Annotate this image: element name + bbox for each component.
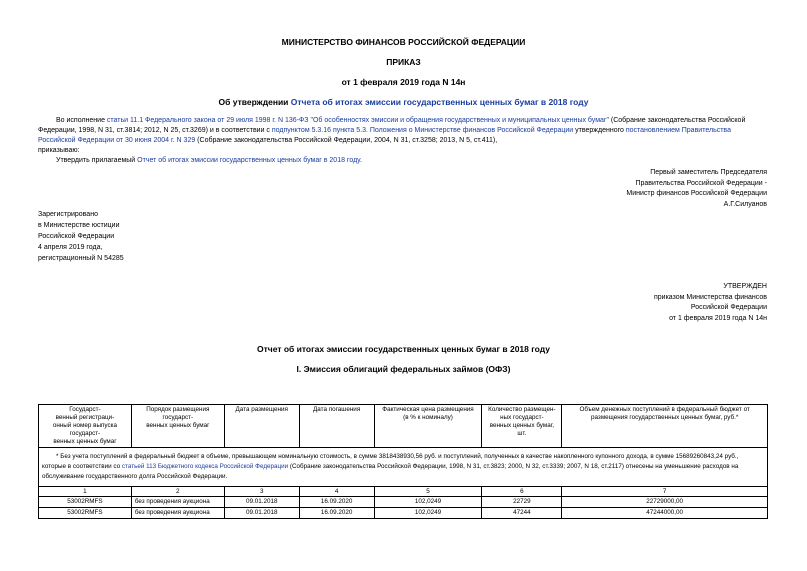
signature-line-3: Министр финансов Российской Федерации xyxy=(626,190,767,197)
quantity-cell: 22729 xyxy=(482,497,562,508)
price-cell: 102,0249 xyxy=(374,497,482,508)
footnote-mark: * xyxy=(56,453,59,460)
emission-table xyxy=(38,404,768,519)
header-cell: Дата погашения xyxy=(299,405,374,448)
proceeds-cell: 47244000,00 xyxy=(562,508,768,519)
law-article-link[interactable]: статьи 11.1 Федерального закона от 29 июля 1998 г. N 136-ФЗ "Об особенностях эмиссии и обращения государственных и муниципальных ценных бумаг" xyxy=(106,117,609,124)
header-cell: Дата размещения xyxy=(224,405,299,448)
header-cell: Государст- венный регистраци- онный номер выпуска государст- венных ценных бумаг xyxy=(39,405,132,448)
table-note-row xyxy=(39,448,768,487)
registration-line-2: в Министерстве юстиции xyxy=(38,222,120,229)
maturity-date-cell: 16.09.2020 xyxy=(299,497,374,508)
approved-line-2: приказом Министерства финансов xyxy=(653,293,767,301)
column-number: 6 xyxy=(482,487,562,497)
reg-number-cell: 53002RMFS xyxy=(39,497,132,508)
placement-method-cell: без проведения аукциона xyxy=(131,497,224,508)
placement-date-cell: 09.01.2018 xyxy=(224,508,299,519)
doc-title-prefix: Об утверждении xyxy=(218,97,291,107)
signature-line-2: Правительства Российской Федерации - xyxy=(635,179,767,187)
column-number: 4 xyxy=(299,487,374,497)
approved-line-4: от 1 февраля 2019 года N 14н xyxy=(669,314,767,322)
registration-line-1: Зарегистрировано xyxy=(38,211,98,218)
doc-type: ПРИКАЗ xyxy=(386,57,421,67)
preamble-text-2: (Собрание законодательства Российской Федерации, 1998, N 31, ст.3814; 2012, N 25, ст.3269) и в соответствии с xyxy=(38,117,746,134)
doc-date-number: от 1 февраля 2019 года N 14н xyxy=(341,77,466,87)
signature-line-1: Первый заместитель Председателя xyxy=(650,169,767,176)
table-row xyxy=(39,497,768,508)
doc-title-link[interactable]: Отчета об итогах эмиссии государственных ценных бумаг в 2018 году xyxy=(290,97,589,107)
government-decree-link[interactable]: постановлением Правительства Российской Федерации от 30 июня 2004 г. N 329 xyxy=(38,127,731,144)
column-number: 7 xyxy=(562,487,768,497)
order-word: приказываю: xyxy=(38,147,80,154)
registration-line-4: 4 апреля 2019 года, xyxy=(38,244,103,251)
preamble-text-4: (Собрание законодательства Российской Федерации, 2004, N 31, ст.3258; 2013, N 5, ст.411), xyxy=(195,137,498,144)
column-number: 2 xyxy=(131,487,224,497)
header-cell: Порядок размещения государст- венных ценных бумаг xyxy=(131,405,224,448)
approved-block xyxy=(654,282,767,324)
ministry-title: МИНИСТЕРСТВО ФИНАНСОВ РОССИЙСКОЙ ФЕДЕРАЦИИ xyxy=(281,37,526,47)
preamble-paragraph xyxy=(38,116,768,146)
preamble-text-1: Во исполнение xyxy=(56,117,107,124)
table-row xyxy=(39,508,768,519)
approve-paragraph xyxy=(38,156,768,166)
report-title: Отчет об итогах эмиссии государственных ценных бумаг в 2018 году xyxy=(257,344,550,354)
placement-date-cell: 09.01.2018 xyxy=(224,497,299,508)
table-header-row xyxy=(39,405,768,448)
footnote-text-2: (Собрание законодательства Российской Федерации, 1998, N 31, ст.3823; 2000, N 32, ст.3339; 2007, N 18, ст.2117) отнесены на уменьшение расходов на обслуживание государственного долга Российской Федерации. xyxy=(42,463,739,480)
header-cell: Объем денежных поступлений в федеральный бюджет от размещения государственных ценных бумаг, руб.* xyxy=(562,405,768,448)
preamble-text-3: утвержденного xyxy=(573,127,626,134)
registration-block xyxy=(38,209,124,264)
approve-end: . xyxy=(359,157,362,164)
section-title: I. Эмиссия облигаций федеральных займов (ОФЗ) xyxy=(296,364,511,374)
footnote-text-1: Без учета поступлений в федеральный бюджет в объеме, превышающем номинальную стоимость, в сумме 3818438930,56 руб. и поступлений, полученных в качестве накопленного купонного дохода, в сумме 15689260843,24 руб., которые в соответствии со xyxy=(42,453,739,470)
approve-text: Утвердить прилагаемый xyxy=(56,157,138,164)
report-link[interactable]: Отчет об итогах эмиссии государственных ценных бумаг в 2018 году xyxy=(137,157,360,164)
registration-line-3: Российской Федерации xyxy=(38,233,115,240)
footnote-cell xyxy=(39,448,768,487)
price-cell: 102,0249 xyxy=(374,508,482,519)
header-cell: Фактическая цена размещения (в % к номиналу) xyxy=(374,405,482,448)
approved-line-3: Российской Федерации xyxy=(690,304,767,311)
quantity-cell: 47244 xyxy=(482,508,562,519)
column-number: 1 xyxy=(39,487,132,497)
signature-block xyxy=(626,168,767,210)
signature-name: А.Г.Силуанов xyxy=(723,200,767,208)
reg-number-cell: 53002RMFS xyxy=(39,508,132,519)
maturity-date-cell: 16.09.2020 xyxy=(299,508,374,519)
budget-code-link[interactable]: статьей 113 Бюджетного кодекса Российской Федерации xyxy=(121,463,289,470)
column-number: 5 xyxy=(374,487,482,497)
column-number-row xyxy=(39,487,768,497)
proceeds-cell: 22729000,00 xyxy=(562,497,768,508)
approved-line-1: УТВЕРЖДЕН xyxy=(723,283,767,290)
regulation-subclause-link[interactable]: подпунктом 5.3.16 пункта 5.3. Положения о Министерстве финансов Российской Федерации xyxy=(271,127,574,134)
doc-title xyxy=(0,97,807,107)
registration-line-5: регистрационный N 54285 xyxy=(38,255,124,262)
header-cell: Количество размещен- ных государст- венных ценных бумаг, шт. xyxy=(482,405,562,448)
placement-method-cell: без проведения аукциона xyxy=(131,508,224,519)
column-number: 3 xyxy=(224,487,299,497)
